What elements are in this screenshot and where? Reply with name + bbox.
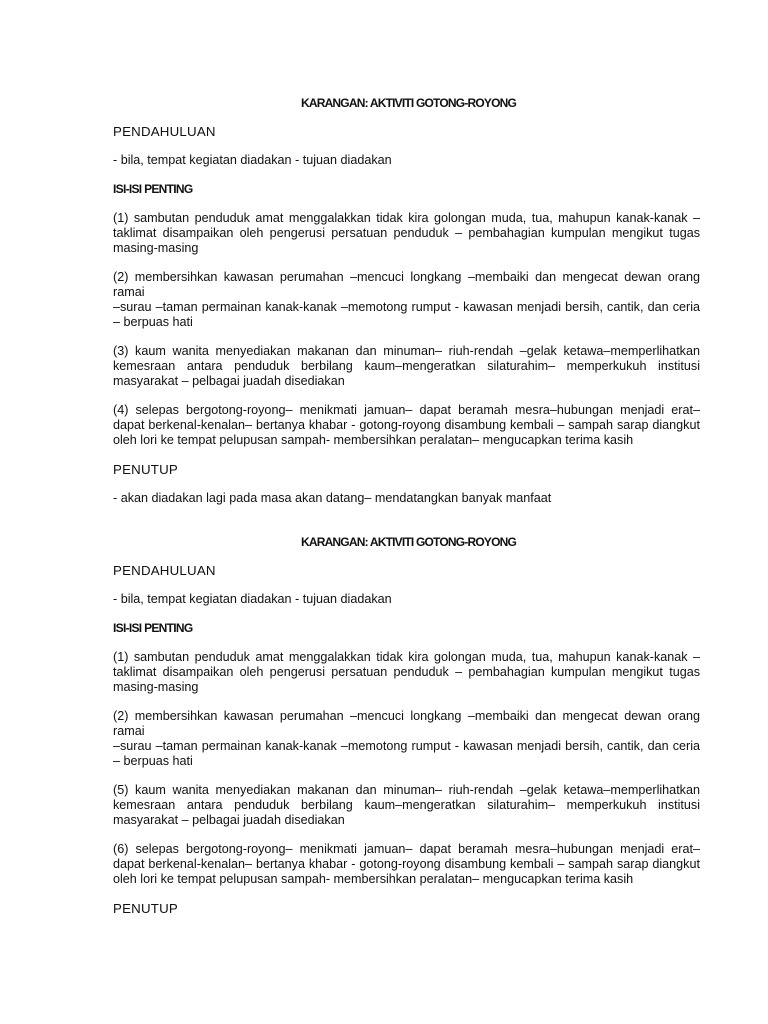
- intro-heading: PENDAHULUAN: [113, 563, 216, 578]
- point-paragraph: (4) selepas bergotong-royong– menikmati jamuan– dapat beramah mesra–hubungan menjadi erat– dapat berkenal-kenalan– bertanya khabar - gotong-royong disambung kembali – sampah sarap diangkut oleh lori ke tempat pelupusan sampah- membersihkan peralatan– mengucapkan terima kasih: [113, 403, 700, 447]
- body-heading: ISI-ISI PENTING: [113, 621, 193, 635]
- closing-heading: PENUTUP: [113, 462, 178, 477]
- intro-text: - bila, tempat kegiatan diadakan - tujuan diadakan: [113, 592, 392, 606]
- point-paragraph: (1) sambutan penduduk amat menggalakkan tidak kira golongan muda, tua, mahupun kanak-kanak – taklimat disampaikan oleh pengerusi persatuan penduduk – pembahagian kumpulan mengikut tugas masing-masing: [113, 211, 700, 255]
- essay-section: [113, 96, 700, 506]
- intro-text: - bila, tempat kegiatan diadakan - tujuan diadakan: [113, 153, 392, 167]
- point-paragraph: (2) membersihkan kawasan perumahan –mencuci longkang –membaiki dan mengecat dewan orang ramai –surau –taman permainan kanak-kanak –memotong rumput - kawasan menjadi bersih, cantik, dan ceria – berpuas hati: [113, 270, 700, 329]
- body-heading: ISI-ISI PENTING: [113, 182, 193, 196]
- point-paragraph: (3) kaum wanita menyediakan makanan dan minuman– riuh-rendah –gelak ketawa–memperlihatkan kemesraan antara penduduk berbilang kaum–mengeratkan silaturahim– memperkukuh institusi masyarakat – pelbagai juadah disediakan: [113, 344, 700, 388]
- point-paragraph: (6) selepas bergotong-royong– menikmati jamuan– dapat beramah mesra–hubungan menjadi erat– dapat berkenal-kenalan– bertanya khabar - gotong-royong disambung kembali – sampah sarap diangkut oleh lori ke tempat pelupusan sampah- membersihkan peralatan– mengucapkan terima kasih: [113, 842, 700, 886]
- closing-text: - akan diadakan lagi pada masa akan datang– mendatangkan banyak manfaat: [113, 491, 552, 505]
- point-paragraph: (1) sambutan penduduk amat menggalakkan tidak kira golongan muda, tua, mahupun kanak-kanak – taklimat disampaikan oleh pengerusi persatuan penduduk – pembahagian kumpulan mengikut tugas masing-masing: [113, 650, 700, 694]
- closing-heading: PENUTUP: [113, 901, 178, 916]
- essay-title: KARANGAN: AKTIVITI GOTONG-ROYONG: [300, 535, 517, 549]
- point-paragraph: (5) kaum wanita menyediakan makanan dan minuman– riuh-rendah –gelak ketawa–memperlihatkan kemesraan antara penduduk berbilang kaum–mengeratkan silaturahim– memperkukuh institusi masyarakat – pelbagai juadah disediakan: [113, 783, 700, 827]
- intro-heading: PENDAHULUAN: [113, 124, 216, 139]
- section-spacer: [113, 520, 700, 535]
- point-paragraph: (2) membersihkan kawasan perumahan –mencuci longkang –membaiki dan mengecat dewan orang ramai –surau –taman permainan kanak-kanak –memotong rumput - kawasan menjadi bersih, cantik, dan ceria – berpuas hati: [113, 709, 700, 768]
- essay-title: KARANGAN: AKTIVITI GOTONG-ROYONG: [300, 96, 517, 110]
- essay-section: [113, 535, 700, 916]
- document-page: [113, 96, 700, 930]
